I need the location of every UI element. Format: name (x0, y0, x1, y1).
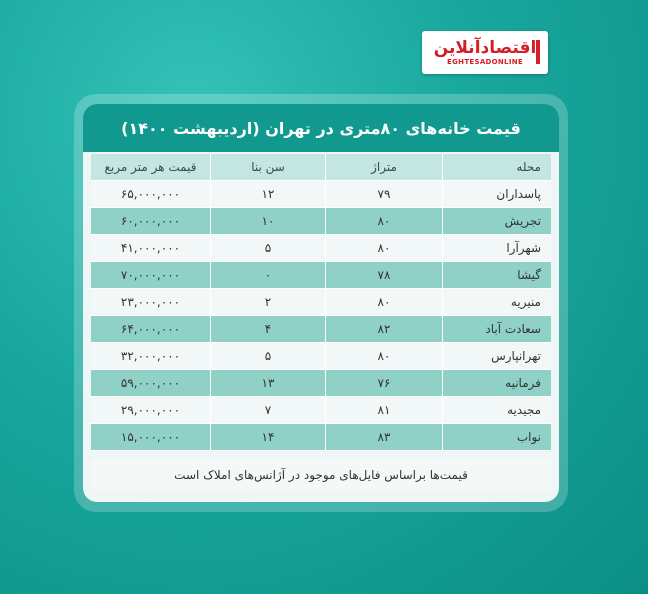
cell-price: ۲۳,۰۰۰,۰۰۰ (91, 289, 210, 316)
header-building-age: سن بنا (210, 154, 325, 181)
header-price-per-sqm: قیمت هر متر مربع (91, 154, 210, 181)
cell-price: ۱۵,۰۰۰,۰۰۰ (91, 424, 210, 451)
cell-price: ۵۹,۰۰۰,۰۰۰ (91, 370, 210, 397)
cell-building-age: ۵ (210, 235, 325, 262)
cell-area: ۷۶ (325, 370, 442, 397)
cell-building-age: ۱۳ (210, 370, 325, 397)
cell-neighborhood: فرمانیه (442, 370, 551, 397)
cell-area: ۷۹ (325, 181, 442, 208)
cell-neighborhood: تهرانپارس (442, 343, 551, 370)
cell-area: ۸۰ (325, 289, 442, 316)
cell-neighborhood: گیشا (442, 262, 551, 289)
cell-neighborhood: شهرآرا (442, 235, 551, 262)
cell-area: ۸۱ (325, 397, 442, 424)
cell-building-age: ۲ (210, 289, 325, 316)
cell-building-age: ۱۰ (210, 208, 325, 235)
cell-area: ۷۸ (325, 262, 442, 289)
table-row (91, 181, 551, 208)
header-neighborhood: محله (442, 154, 551, 181)
table-row (91, 235, 551, 262)
cell-building-age: ۵ (210, 343, 325, 370)
cell-neighborhood: پاسداران (442, 181, 551, 208)
table-title: قیمت خانه‌های ۸۰متری در تهران (اردیبهشت ۱۴۰۰) (83, 104, 559, 152)
table-row (91, 289, 551, 316)
table-header-row (91, 154, 551, 181)
cell-price: ۳۲,۰۰۰,۰۰۰ (91, 343, 210, 370)
cell-price: ۴۱,۰۰۰,۰۰۰ (91, 235, 210, 262)
table-row (91, 316, 551, 343)
price-table (91, 154, 551, 451)
cell-building-age: ۱۴ (210, 424, 325, 451)
table-row (91, 370, 551, 397)
cell-price: ۲۹,۰۰۰,۰۰۰ (91, 397, 210, 424)
cell-neighborhood: منیریه (442, 289, 551, 316)
cell-area: ۸۳ (325, 424, 442, 451)
table-row (91, 397, 551, 424)
eghtesadonline-logo (422, 31, 548, 74)
cell-area: ۸۲ (325, 316, 442, 343)
price-card (83, 104, 559, 502)
cell-building-age: ۱۲ (210, 181, 325, 208)
cell-price: ۶۰,۰۰۰,۰۰۰ (91, 208, 210, 235)
table-row (91, 343, 551, 370)
cell-neighborhood: سعادت آباد (442, 316, 551, 343)
cell-price: ۶۴,۰۰۰,۰۰۰ (91, 316, 210, 343)
cell-area: ۸۰ (325, 235, 442, 262)
logo-text-fa: اقتصادآنلاین (433, 38, 537, 58)
header-area: متراژ (325, 154, 442, 181)
logo-text-en: EGHTESADONLINE (447, 58, 523, 66)
cell-neighborhood: نواب (442, 424, 551, 451)
table-footnote: قیمت‌ها براساس فایل‌های موجود در آژانس‌های املاک است (91, 460, 551, 490)
cell-neighborhood: مجیدیه (442, 397, 551, 424)
cell-neighborhood: تجریش (442, 208, 551, 235)
table-row (91, 208, 551, 235)
cell-area: ۸۰ (325, 343, 442, 370)
table-row (91, 424, 551, 451)
cell-building-age: ۴ (210, 316, 325, 343)
cell-building-age: ۰ (210, 262, 325, 289)
logo-mark-icon (536, 40, 540, 64)
cell-building-age: ۷ (210, 397, 325, 424)
cell-price: ۶۵,۰۰۰,۰۰۰ (91, 181, 210, 208)
cell-price: ۷۰,۰۰۰,۰۰۰ (91, 262, 210, 289)
table-row (91, 262, 551, 289)
cell-area: ۸۰ (325, 208, 442, 235)
